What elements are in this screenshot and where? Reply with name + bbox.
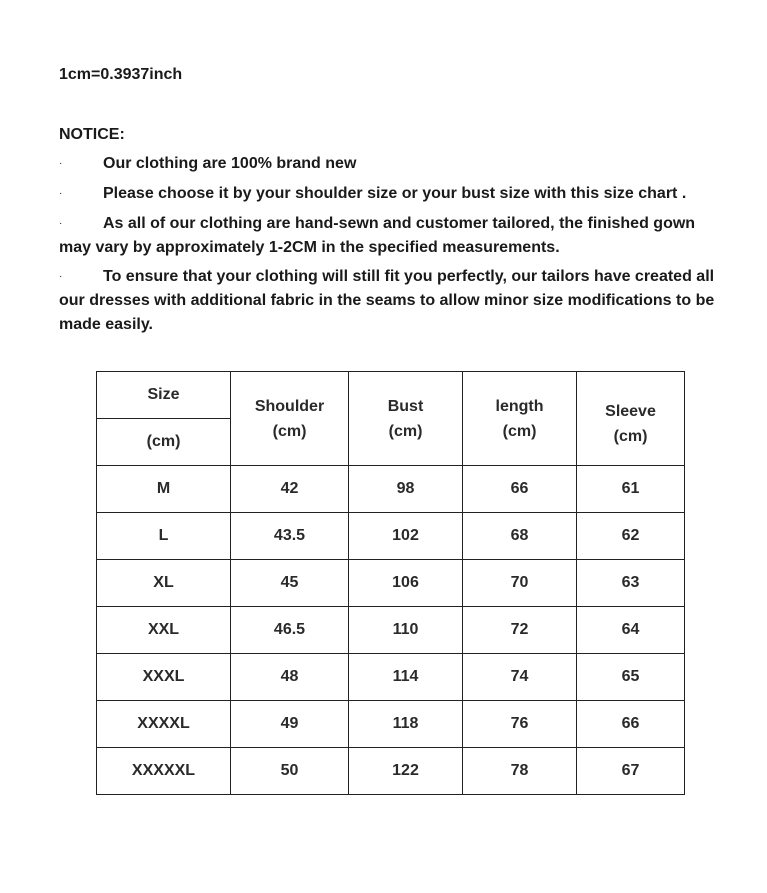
cell-shoulder: 50 xyxy=(231,748,349,795)
header-shoulder-unit: (cm) xyxy=(272,422,307,440)
cell-size: XXXXXL xyxy=(97,748,231,795)
cell-sleeve: 63 xyxy=(577,560,685,607)
cell-size: XXXXL xyxy=(97,701,231,748)
header-bust-unit: (cm) xyxy=(388,422,423,440)
table-row xyxy=(97,701,685,748)
cell-bust: 106 xyxy=(349,560,463,607)
cell-size: L xyxy=(97,513,231,560)
notice-item-text: As all of our clothing are hand-sewn and customer tailored, the finished gown may vary by approximately 1-2CM in the specified measurements. xyxy=(59,215,696,256)
cell-length: 70 xyxy=(463,560,577,607)
notice-item-text: Please choose it by your shoulder size or your bust size with this size chart . xyxy=(103,185,687,202)
notice-item-text: To ensure that your clothing will still fit you perfectly, our tailors have created all our dresses with additional fabric in the seams to allow minor size modifications to be made easily. xyxy=(59,268,715,333)
cell-bust: 122 xyxy=(349,748,463,795)
header-bust xyxy=(349,372,463,466)
cell-length: 74 xyxy=(463,654,577,701)
table-header-row xyxy=(97,372,685,419)
header-length xyxy=(463,372,577,466)
cell-shoulder: 48 xyxy=(231,654,349,701)
cell-length: 66 xyxy=(463,466,577,513)
cell-length: 76 xyxy=(463,701,577,748)
notice-item xyxy=(59,212,719,260)
header-size-unit: (cm) xyxy=(97,419,231,466)
cell-length: 72 xyxy=(463,607,577,654)
header-length-unit: (cm) xyxy=(502,422,537,440)
table-row xyxy=(97,513,685,560)
cell-sleeve: 67 xyxy=(577,748,685,795)
cell-size: XL xyxy=(97,560,231,607)
cell-sleeve: 62 xyxy=(577,513,685,560)
header-shoulder xyxy=(231,372,349,466)
cell-sleeve: 61 xyxy=(577,466,685,513)
header-size: Size xyxy=(97,372,231,419)
table-row xyxy=(97,560,685,607)
cell-bust: 98 xyxy=(349,466,463,513)
cell-sleeve: 66 xyxy=(577,701,685,748)
header-length-label: length xyxy=(495,397,544,415)
cell-length: 78 xyxy=(463,748,577,795)
header-sleeve-label: Sleeve xyxy=(605,402,656,420)
notice-item-text: Our clothing are 100% brand new xyxy=(103,155,357,172)
cell-sleeve: 64 xyxy=(577,607,685,654)
cell-size: XXL xyxy=(97,607,231,654)
table-row xyxy=(97,607,685,654)
cell-shoulder: 42 xyxy=(231,466,349,513)
cell-size: XXXL xyxy=(97,654,231,701)
cell-length: 68 xyxy=(463,513,577,560)
cell-bust: 118 xyxy=(349,701,463,748)
bullet-icon: · xyxy=(59,271,63,282)
table-row xyxy=(97,466,685,513)
cell-shoulder: 43.5 xyxy=(231,513,349,560)
bullet-icon: · xyxy=(59,158,63,169)
header-sleeve-unit: (cm) xyxy=(613,427,648,445)
notice-heading: NOTICE: xyxy=(59,126,125,143)
size-chart-table xyxy=(96,371,685,795)
cell-sleeve: 65 xyxy=(577,654,685,701)
cell-bust: 114 xyxy=(349,654,463,701)
table-row xyxy=(97,654,685,701)
cell-shoulder: 49 xyxy=(231,701,349,748)
cell-shoulder: 46.5 xyxy=(231,607,349,654)
table-row xyxy=(97,748,685,795)
cell-bust: 102 xyxy=(349,513,463,560)
header-shoulder-label: Shoulder xyxy=(254,397,325,415)
bullet-icon: · xyxy=(59,218,63,229)
unit-conversion-note: 1cm=0.3937inch xyxy=(59,66,183,83)
bullet-icon: · xyxy=(59,188,63,199)
notice-item xyxy=(59,152,719,176)
notice-item xyxy=(59,182,719,206)
header-bust-label: Bust xyxy=(387,397,424,415)
cell-bust: 110 xyxy=(349,607,463,654)
notice-item xyxy=(59,265,719,337)
cell-shoulder: 45 xyxy=(231,560,349,607)
cell-size: M xyxy=(97,466,231,513)
header-sleeve xyxy=(577,372,685,466)
